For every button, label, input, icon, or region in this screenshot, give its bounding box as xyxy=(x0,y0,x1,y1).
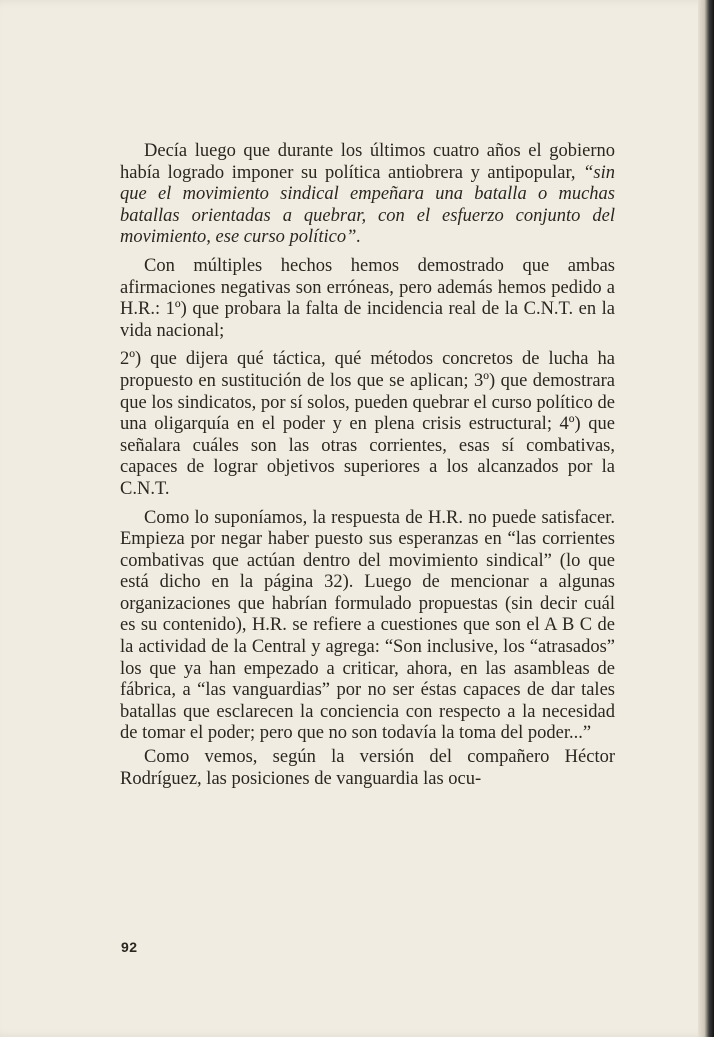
paragraph-1-quote: “sin que el movimiento sindical empeñara una batalla o muchas batallas orientadas a quebrar, con el esfuerzo conjunto del movimiento, ese curso político”. xyxy=(120,162,615,248)
page-number: 92 xyxy=(121,939,138,955)
paragraph-5: Como vemos, según la versión del compañero Héctor Rodríguez, las posiciones de vanguardia las ocu- xyxy=(120,747,615,789)
paragraph-1-normal: Decía luego que durante los últimos cuatro años el gobierno había logrado imponer su política antiobrera y antipopular, xyxy=(120,141,615,183)
paragraph-4: Como lo suponíamos, la respuesta de H.R. no puede satisfacer. Empieza por negar haber puesto sus esperanzas en “las corrientes combativas que actúan dentro del movimiento sindical” (lo que está dicho en la página 32). Luego de mencionar a algunas organizaciones que habrían formulado propuestas (sin decir cuál es su contenido), H.R. se refiere a cuestiones que son el A B C de la actividad de la Central y agrega: “Son inclusive, los “atrasados” los que ya han empezado a criticar, ahora, en las asambleas de fábrica, a “las vanguardias” por no ser éstas capaces de dar tales batallas que esclarecen la conciencia con respecto a la necesidad de tomar el poder; pero que no son todavía la toma del poder...” xyxy=(120,507,615,744)
page-edge-shadow xyxy=(698,0,714,1037)
body-text xyxy=(120,141,615,790)
paragraph-2: Con múltiples hechos hemos demostrado que ambas afirmaciones negativas son erróneas, pero además hemos pedido a H.R.: 1º) que probara la falta de incidencia real de la C.N.T. en la vida nacional; xyxy=(120,255,615,341)
paragraph-1 xyxy=(120,141,615,249)
paragraph-3: 2º) que dijera qué táctica, qué métodos concretos de lucha ha propuesto en sustitución de los que se aplican; 3º) que demostrara que los sindicatos, por sí solos, pueden quebrar el curso político de una oligarquía en el poder y en plena crisis estructural; 4º) que señalara cuáles son las otras corrientes, esas sí combativas, capaces de lograr objetivos superiores a los alcanzados por la C.N.T. xyxy=(120,349,615,499)
